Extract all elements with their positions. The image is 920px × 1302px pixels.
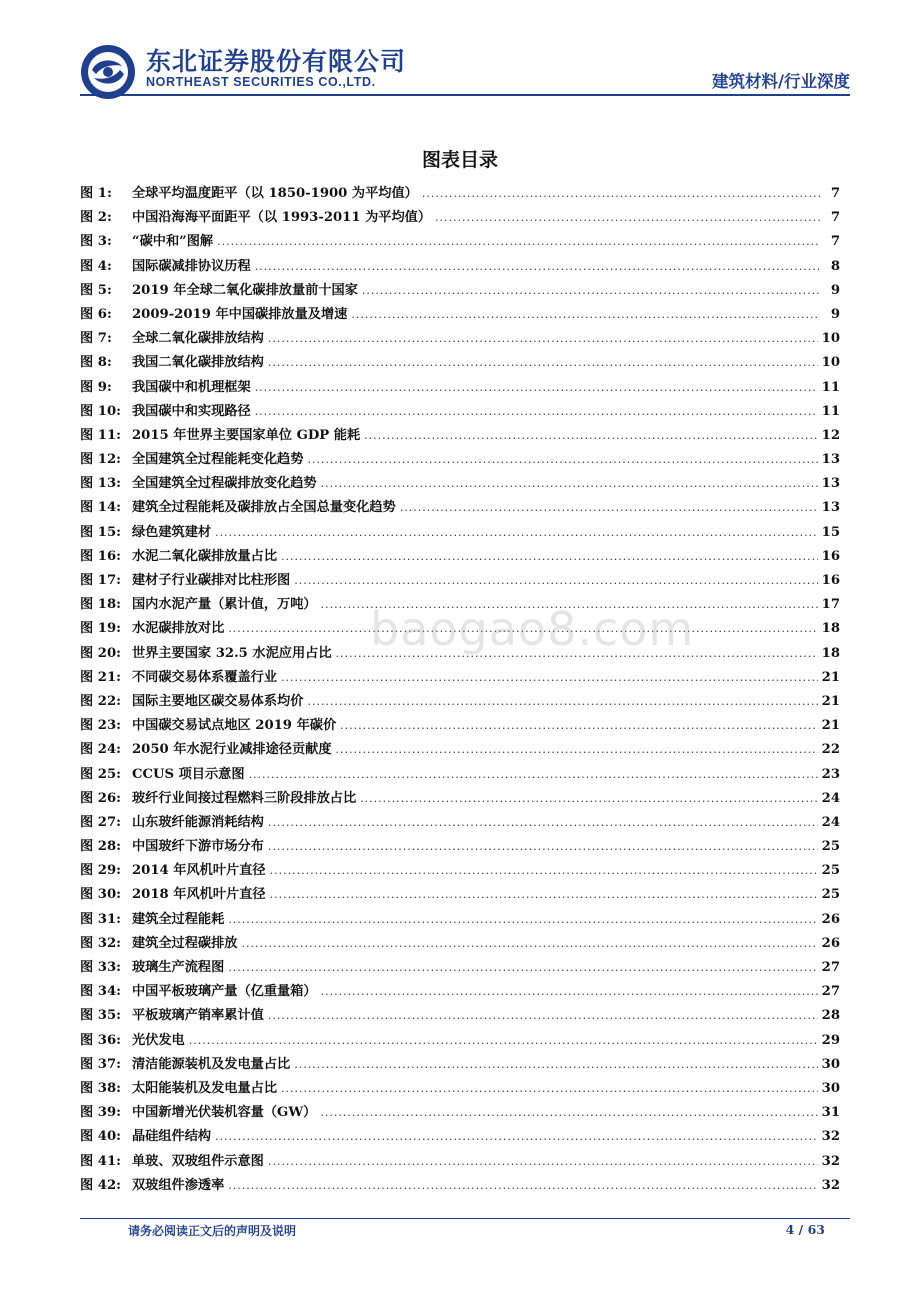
toc-entry-label: 图 14: [80, 500, 121, 516]
toc-entry[interactable] [80, 327, 840, 351]
toc-entry[interactable] [80, 787, 840, 811]
header-divider [80, 94, 850, 96]
watermark: baogao8.com [370, 602, 695, 656]
toc-dot-leader [228, 1174, 817, 1198]
toc-entry-title: 晶硅组件结构 [132, 1129, 212, 1145]
toc-entry-page: 9 [830, 282, 840, 298]
toc-entry-title: 我国碳中和机理框架 [132, 379, 251, 395]
toc-dot-leader [307, 448, 817, 472]
toc-dot-leader [340, 714, 818, 738]
toc-entry-page: 11 [821, 403, 840, 419]
toc-entry-page: 24 [821, 814, 840, 830]
toc-entry-label: 图 31: [80, 911, 121, 927]
toc-entry-page: 7 [830, 210, 840, 226]
toc-entry-title: 山东玻纤能源消耗结构 [132, 814, 264, 830]
toc-entry-title: 2018 年风机叶片直径 [132, 887, 266, 903]
toc-entry-label: 图 33: [80, 960, 121, 975]
toc-entry-title: 建材子行业碳排对比柱形图 [132, 573, 291, 588]
toc-entry-title: 光伏发电 [132, 1032, 185, 1048]
toc-entry-label: 图 20: [80, 645, 121, 661]
toc-entry[interactable] [80, 714, 840, 738]
toc-dot-leader [320, 1101, 817, 1125]
toc-dot-leader [362, 279, 820, 303]
toc-entry-page: 26 [821, 935, 840, 951]
toc-dot-leader [228, 956, 817, 980]
toc-entry[interactable] [80, 883, 840, 907]
toc-dot-leader [351, 303, 820, 327]
toc-entry-page: 28 [821, 1008, 840, 1024]
toc-dot-leader [268, 327, 818, 351]
toc-entry-label: 图 32: [80, 935, 121, 951]
toc-dot-leader [281, 545, 818, 569]
toc-entry-title: 水泥碳排放对比 [132, 621, 225, 637]
toc-entry-title: 2019 年全球二氧化碳排放量前十国家 [132, 282, 358, 298]
toc-entry-title: 玻璃生产流程图 [132, 960, 225, 975]
toc-entry-title: 全球二氧化碳排放结构 [132, 331, 264, 347]
toc-entry-label: 图 4: [80, 258, 112, 274]
toc-dot-leader [215, 521, 818, 545]
toc-entry[interactable] [80, 521, 840, 545]
toc-entry[interactable] [80, 351, 840, 375]
toc-entry[interactable] [80, 763, 840, 787]
toc-entry-page: 10 [821, 331, 840, 347]
toc-dot-leader [268, 835, 818, 859]
toc-entry-page: 21 [821, 669, 840, 685]
toc-entry-page: 21 [821, 718, 840, 734]
toc-entry-page: 32 [821, 1153, 840, 1169]
toc-entry[interactable] [80, 811, 840, 835]
toc-entry-title: 国际碳减排协议历程 [132, 258, 251, 274]
toc-entry-page: 12 [821, 427, 840, 443]
toc-entry-label: 图 15: [80, 524, 121, 540]
toc-entry[interactable] [80, 932, 840, 956]
toc-entry-label: 图 13: [80, 476, 121, 492]
toc-entry[interactable] [80, 400, 840, 424]
toc-entry[interactable] [80, 496, 840, 520]
toc-entry-page: 32 [821, 1129, 840, 1145]
toc-entry-page: 27 [821, 960, 840, 975]
toc-entry-label: 图 10: [80, 403, 121, 419]
toc-entry-title: 中国新增光伏装机容量（GW） [132, 1105, 317, 1121]
toc-dot-leader [281, 666, 818, 690]
toc-entry[interactable] [80, 1150, 840, 1174]
toc-entry-page: 11 [821, 379, 840, 395]
toc-entry-title: 清洁能源装机及发电量占比 [132, 1056, 291, 1072]
toc-entry[interactable] [80, 376, 840, 400]
toc-entry[interactable] [80, 424, 840, 448]
toc-entry[interactable] [80, 303, 840, 327]
toc-entry-title: 2015 年世界主要国家单位 GDP 能耗 [132, 427, 361, 443]
toc-entry-label: 图 24: [80, 742, 121, 758]
toc-entry-label: 图 6: [80, 306, 112, 322]
toc-dot-leader [249, 763, 818, 787]
toc-entry-label: 图 16: [80, 548, 121, 564]
toc-entry-label: 图 2: [80, 210, 112, 226]
toc-entry-title: 水泥二氧化碳排放量占比 [132, 548, 278, 564]
toc-dot-leader [422, 182, 820, 206]
toc-entry-title: CCUS 项目示意图 [132, 766, 245, 782]
toc-dot-leader [400, 496, 818, 520]
toc-entry-label: 图 38: [80, 1080, 121, 1096]
toc-dot-leader [270, 859, 818, 883]
toc-entry-label: 图 35: [80, 1008, 121, 1024]
toc-dot-leader [435, 206, 820, 230]
toc-entry-page: 29 [821, 1032, 840, 1048]
toc-dot-leader [255, 400, 818, 424]
toc-entry[interactable] [80, 230, 840, 254]
toc-entry-title: 中国碳交易试点地区 2019 年碳价 [132, 718, 337, 734]
toc-entry-title: 单玻、双玻组件示意图 [132, 1153, 264, 1169]
toc-entry-page: 26 [821, 911, 840, 927]
toc-entry-title: 我国二氧化碳排放结构 [132, 355, 264, 371]
toc-entry-title: 2050 年水泥行业减排途径贡献度 [132, 742, 332, 758]
toc-dot-leader [215, 1125, 818, 1149]
toc-entry[interactable] [80, 666, 840, 690]
toc-entry-title: 建筑全过程能耗及碳排放占全国总量变化趋势 [132, 500, 396, 516]
toc-entry-page: 30 [821, 1080, 840, 1096]
toc-entry[interactable] [80, 859, 840, 883]
toc-entry-title: 全球平均温度距平（以 1850-1900 为平均值） [132, 186, 418, 201]
toc-entry[interactable] [80, 1004, 840, 1028]
toc-dot-leader [268, 351, 818, 375]
toc-entry-label: 图 12: [80, 452, 121, 468]
toc-entry-label: 图 29: [80, 863, 121, 879]
toc-entry-title: 国内水泥产量（累计值，万吨） [132, 597, 317, 613]
toc-entry-label: 图 28: [80, 839, 121, 855]
toc-entry-page: 8 [830, 258, 840, 274]
toc-entry-label: 图 27: [80, 814, 121, 830]
toc-entry-label: 图 41: [80, 1153, 121, 1169]
toc-entry-label: 图 26: [80, 790, 121, 806]
toc-entry-label: 图 42: [80, 1177, 121, 1193]
toc-entry-title: 建筑全过程能耗 [132, 911, 225, 927]
toc-entry-title: 建筑全过程碳排放 [132, 935, 238, 951]
toc-title: 图表目录 [421, 149, 498, 171]
toc-dot-leader [294, 1053, 817, 1077]
toc-entry-label: 图 23: [80, 718, 121, 734]
toc-entry[interactable] [80, 1029, 840, 1053]
toc-entry-title: 2014 年风机叶片直径 [132, 863, 266, 879]
toc-entry[interactable] [80, 279, 840, 303]
toc-entry-label: 图 8: [80, 355, 112, 371]
toc-entry-page: 32 [821, 1177, 840, 1193]
toc-entry-label: 图 1: [80, 186, 112, 201]
toc-entry[interactable] [80, 980, 840, 1004]
toc-entry[interactable] [80, 206, 840, 230]
toc-dot-leader [364, 424, 817, 448]
toc-entry-page: 9 [830, 306, 840, 322]
toc-entry-label: 图 17: [80, 573, 121, 588]
toc-entry-label: 图 22: [80, 693, 121, 709]
toc-entry-title: 中国沿海海平面距平（以 1993-2011 为平均值） [132, 210, 432, 226]
toc-entry-page: 24 [821, 790, 840, 806]
toc-entry-title: “碳中和”图解 [132, 234, 214, 250]
toc-entry-page: 10 [821, 355, 840, 371]
report-category: 建筑材料/行业深度 [711, 72, 850, 91]
toc-entry-label: 图 25: [80, 766, 121, 782]
page-number: 4 / 63 [785, 1222, 825, 1237]
toc-dot-leader [255, 255, 820, 279]
company-name-en: NORTHEAST SECURITIES CO.,LTD. [146, 75, 376, 89]
toc-entry-page: 30 [821, 1056, 840, 1072]
toc-entry-page: 27 [821, 984, 840, 1000]
toc-entry-title: 双玻组件渗透率 [132, 1177, 225, 1193]
toc-entry-title: 太阳能装机及发电量占比 [132, 1080, 278, 1096]
toc-entry-label: 图 7: [80, 331, 112, 347]
toc-entry-label: 图 34: [80, 984, 121, 1000]
toc-dot-leader [281, 1077, 818, 1101]
toc-entry-page: 25 [821, 887, 840, 903]
toc-entry[interactable] [80, 1101, 840, 1125]
toc-entry-title: 我国碳中和实现路径 [132, 403, 251, 419]
toc-entry-page: 25 [821, 863, 840, 879]
toc-entry[interactable] [80, 1053, 840, 1077]
toc-entry-title: 绿色建筑建材 [132, 524, 212, 540]
toc-dot-leader [268, 1150, 818, 1174]
toc-entry-label: 图 40: [80, 1129, 121, 1145]
toc-entry-label: 图 21: [80, 669, 121, 685]
toc-entry-title: 世界主要国家 32.5 水泥应用占比 [132, 645, 332, 661]
toc-entry-label: 图 37: [80, 1056, 121, 1072]
toc-entry-title: 全国建筑全过程碳排放变化趋势 [132, 476, 317, 492]
toc-entry[interactable] [80, 908, 840, 932]
toc-entry-page: 15 [821, 524, 840, 540]
toc-dot-leader [217, 230, 820, 254]
toc-entry[interactable] [80, 1125, 840, 1149]
footer-divider [80, 1218, 850, 1219]
page-header [0, 0, 920, 100]
toc-entry-page: 7 [830, 186, 840, 201]
toc-entry-page: 16 [821, 548, 840, 564]
toc-entry[interactable] [80, 255, 840, 279]
toc-entry-page: 22 [821, 742, 840, 758]
toc-entry-title: 全国建筑全过程能耗变化趋势 [132, 452, 304, 468]
toc-entry[interactable] [80, 448, 840, 472]
toc-dot-leader [294, 569, 817, 593]
toc-entry-page: 18 [821, 645, 840, 661]
toc-entry[interactable] [80, 1077, 840, 1101]
toc-dot-leader [255, 376, 818, 400]
toc-entry-page: 21 [821, 693, 840, 709]
toc-entry-page: 23 [821, 766, 840, 782]
toc-entry-label: 图 19: [80, 621, 121, 637]
toc-entry[interactable] [80, 690, 840, 714]
toc-entry-page: 17 [821, 597, 840, 613]
toc-dot-leader [242, 932, 818, 956]
toc-entry-title: 国际主要地区碳交易体系均价 [132, 693, 304, 709]
toc-entry-label: 图 30: [80, 887, 121, 903]
toc-entry-page: 13 [821, 500, 840, 516]
toc-entry-label: 图 36: [80, 1032, 121, 1048]
toc-entry-title: 2009-2019 年中国碳排放量及增速 [132, 306, 348, 322]
toc-entry[interactable] [80, 472, 840, 496]
toc-entry-page: 31 [821, 1105, 840, 1121]
toc-entry[interactable] [80, 182, 840, 206]
toc-entry-page: 7 [830, 234, 840, 250]
toc-entry[interactable] [80, 956, 840, 980]
toc-entry-page: 16 [821, 573, 840, 588]
toc-entry-label: 图 5: [80, 282, 112, 298]
toc-dot-leader [360, 787, 817, 811]
toc-entry-page: 25 [821, 839, 840, 855]
toc-dot-leader [270, 883, 818, 907]
toc-dot-leader [307, 690, 817, 714]
toc-entry-label: 图 9: [80, 379, 112, 395]
toc-entry[interactable] [80, 569, 840, 593]
toc-entry-title: 中国平板玻璃产量（亿重量箱） [132, 984, 317, 1000]
toc-entry-title: 平板玻璃产销率累计值 [132, 1008, 264, 1024]
toc-dot-leader [321, 980, 818, 1004]
toc-entry[interactable] [80, 738, 840, 762]
toc-dot-leader [268, 1004, 818, 1028]
footer-disclaimer: 请务必阅读正文后的声明及说明 [128, 1224, 297, 1238]
toc-entry-title: 玻纤行业间接过程燃料三阶段排放占比 [132, 790, 357, 806]
toc-entry-title: 不同碳交易体系覆盖行业 [132, 669, 278, 685]
toc-dot-leader [321, 472, 818, 496]
toc-entry-label: 图 18: [80, 597, 121, 613]
toc-entry[interactable] [80, 835, 840, 859]
toc-entry[interactable] [80, 545, 840, 569]
toc-entry-label: 图 11: [80, 427, 121, 443]
toc-entry[interactable] [80, 1174, 840, 1198]
figure-table-of-contents [80, 182, 840, 1198]
toc-dot-leader [228, 908, 817, 932]
toc-entry-page: 13 [821, 452, 840, 468]
toc-entry-page: 18 [821, 621, 840, 637]
toc-entry-page: 13 [821, 476, 840, 492]
toc-dot-leader [268, 811, 818, 835]
northeast-securities-logo-icon [80, 44, 136, 100]
toc-dot-leader [336, 738, 818, 762]
toc-entry-label: 图 3: [80, 234, 112, 250]
toc-dot-leader [189, 1029, 818, 1053]
company-name-cn: 东北证券股份有限公司 [146, 47, 407, 76]
toc-entry-label: 图 39: [80, 1105, 121, 1121]
toc-entry-title: 中国玻纤下游市场分布 [132, 839, 264, 855]
